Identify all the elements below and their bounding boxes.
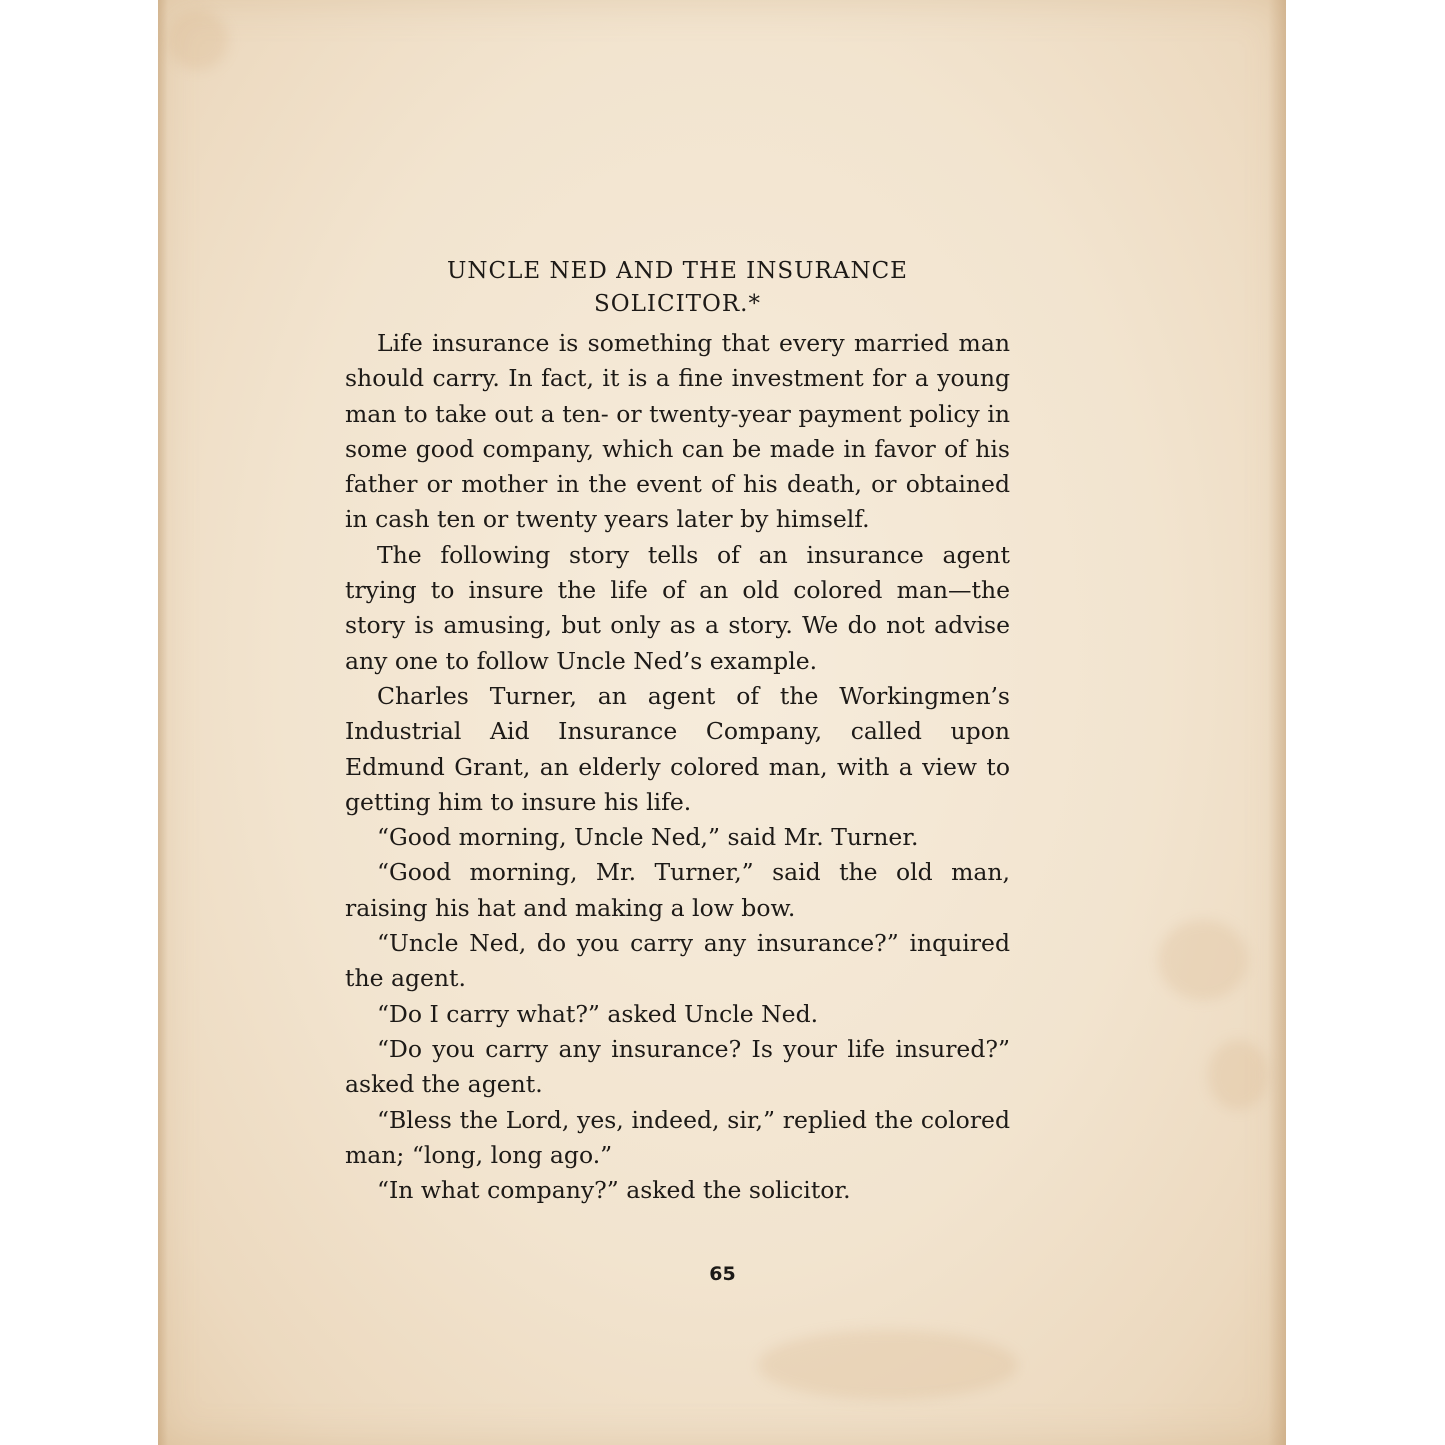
paragraph: The following story tells of an insurance agent trying to insure the life of an old colored man—the story is amusing, but only as a story. We do not advise any one to follow Uncle Ned’s example. [345,540,1010,675]
paragraph: “Good morning, Uncle Ned,” said Mr. Turner. [377,823,919,852]
paper-stain [168,10,228,70]
paragraph: “Do you carry any insurance? Is your life insured?” asked the agent. [345,1034,1010,1099]
page-text [345,255,1010,1208]
paper-stain [758,1330,1018,1400]
paragraph: “Good morning, Mr. Turner,” said the old man, raising his hat and making a low bow. [345,858,1010,922]
paragraph: “In what company?” asked the solicitor. [377,1176,851,1205]
chapter-title-line-1: UNCLE NED AND THE INSURANCE [447,258,908,284]
body-text [345,326,1010,1208]
chapter-title-line-2: SOLICITOR.* [594,291,761,317]
page-edge-left [158,0,168,1445]
paragraph: “Do I carry what?” asked Uncle Ned. [377,999,819,1028]
chapter-title [345,255,1010,321]
paragraph: “Uncle Ned, do you carry any insurance?” inquired the agent. [345,929,1010,993]
page-edge-right [1268,0,1286,1445]
paper-stain [1208,1040,1268,1110]
paragraph: Life insurance is something that every married man should carry. In fact, it is a fine investment for a young man to take out a ten- or twenty-year payment policy in some good company, which can be made in favor of his father or mother in the event of his death, or obtained in cash ten or twenty years later by himself. [345,329,1010,534]
paragraph: “Bless the Lord, yes, indeed, sir,” replied the colored man; “long, long ago.” [345,1105,1010,1169]
page-number: 65 [709,1263,736,1285]
paper-stain [1158,920,1248,1000]
paragraph: Charles Turner, an agent of the Workingmen’s Industrial Aid Insurance Company, called upon Edmund Grant, an elderly colored man, with a view to getting him to insure his life. [345,681,1010,816]
